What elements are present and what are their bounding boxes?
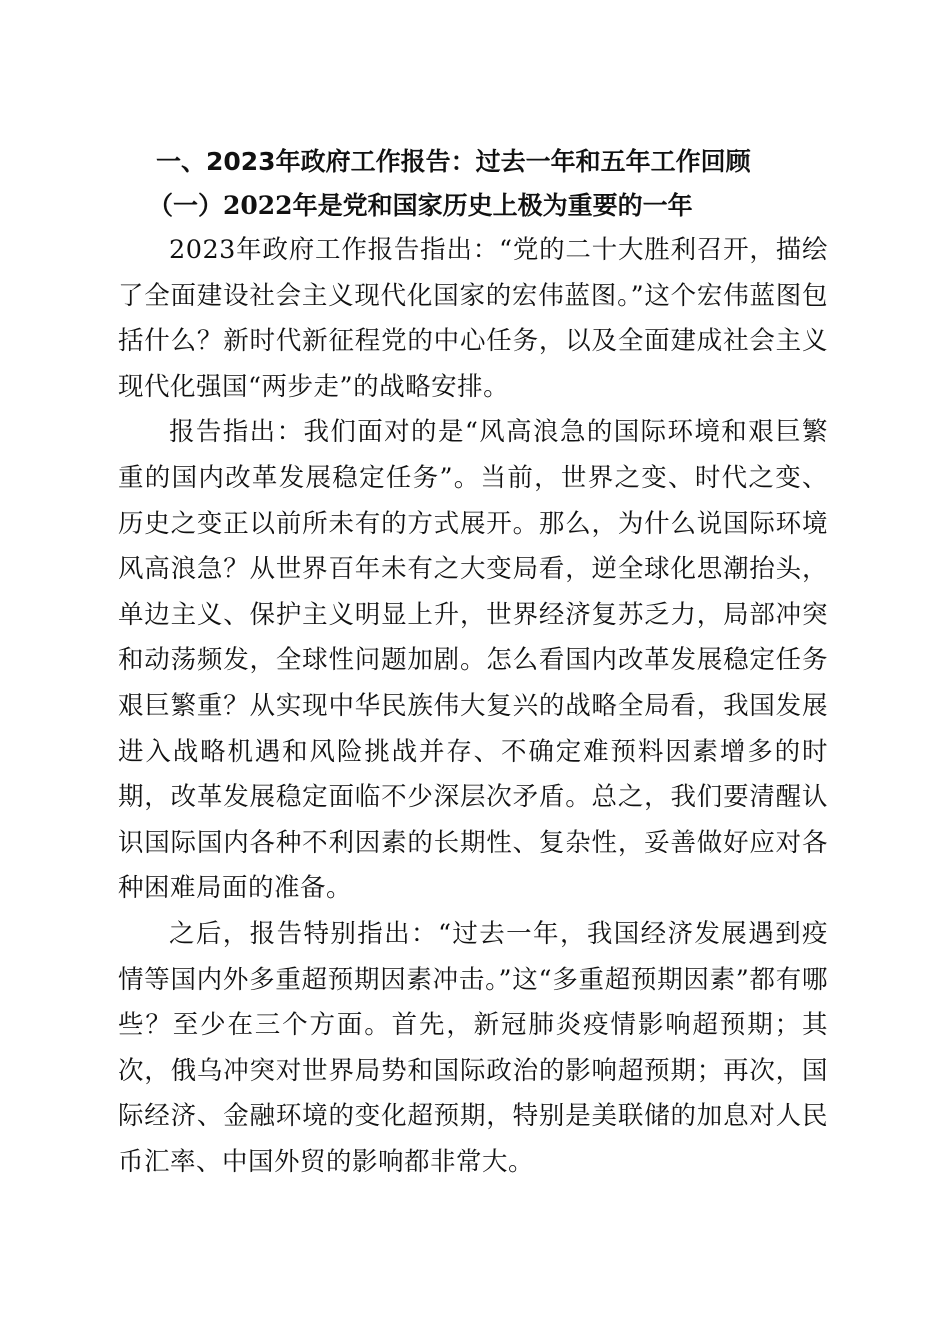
document-body [118, 140, 828, 1185]
paragraph-2: 报告指出：我们面对的是“风高浪急的国际环境和艰巨繁重的国内改革发展稳定任务”。当前，世界之变、时代之变、历史之变正以前所未有的方式展开。那么，为什么说国际环境风高浪急？从世界百年未有之大变局看，逆全球化思潮抬头，单边主义、保护主义明显上升，世界经济复苏乏力，局部冲突和动荡频发，全球性问题加剧。怎么看国内改革发展稳定任务艰巨繁重？从实现中华民族伟大复兴的战略全局看，我国发展进入战略机遇和风险挑战并存、不确定难预料因素增多的时期，改革发展稳定面临不少深层次矛盾。总之，我们要清醒认识国际国内各种不利因素的长期性、复杂性，妥善做好应对各种困难局面的准备。 [118, 417, 828, 904]
paragraph-1: 2023年政府工作报告指出：“党的二十大胜利召开，描绘了全面建设社会主义现代化国家的宏伟蓝图。”这个宏伟蓝图包括什么？新时代新征程党的中心任务，以及全面建成社会主义现代化强国“两步走”的战略安排。 [118, 235, 828, 402]
paragraph-3: 之后，报告特别指出：“过去一年，我国经济发展遇到疫情等国内外多重超预期因素冲击。”这“多重超预期因素”都有哪些？至少在三个方面。首先，新冠肺炎疫情影响超预期；其次，俄乌冲突对世界局势和国际政治的影响超预期；再次，国际经济、金融环境的变化超预期，特别是美联储的加息对人民币汇率、中国外贸的影响都非常大。 [118, 918, 828, 1177]
subsection-heading: （一）2022年是党和国家历史上极为重要的一年 [148, 191, 693, 220]
section-heading: 一、2023年政府工作报告：过去一年和五年工作回顾 [156, 147, 751, 176]
